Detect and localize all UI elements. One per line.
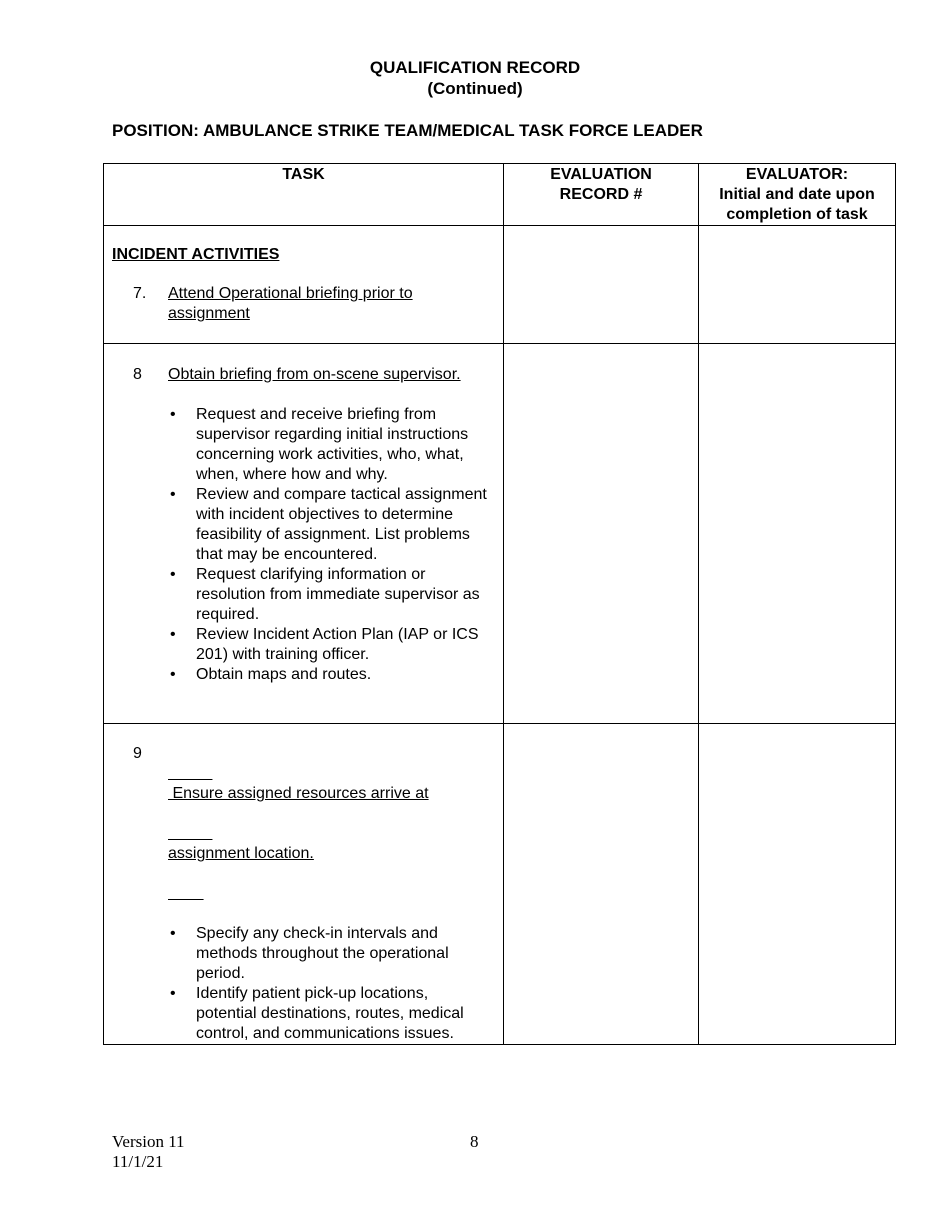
list-item: • Obtain maps and routes. xyxy=(104,665,503,685)
table-row xyxy=(104,226,896,344)
evaluation-record-cell xyxy=(504,344,699,724)
table-row xyxy=(104,724,896,1045)
list-item: • Review Incident Action Plan (IAP or ICS 201) with training officer. xyxy=(104,625,503,665)
task-item-9 xyxy=(133,744,503,904)
evaluator-cell xyxy=(699,724,896,1045)
list-item: • Request clarifying information or resolution from immediate supervisor as required. xyxy=(104,565,503,625)
task-cell xyxy=(104,344,504,724)
column-header-evaluation-record: EVALUATION RECORD # xyxy=(504,164,699,226)
task-text: Attend Operational briefing prior to assignment xyxy=(168,285,413,322)
task-text: Obtain briefing from on-scene supervisor. xyxy=(168,366,461,383)
task-number: 8 xyxy=(133,366,142,383)
document-title xyxy=(0,57,950,99)
column-header-evaluator: EVALUATOR: Initial and date upon completion of task xyxy=(699,164,896,226)
list-item: • Specify any check-in intervals and methods throughout the operational period. xyxy=(104,924,503,984)
evaluation-record-cell xyxy=(504,724,699,1045)
bullet-list xyxy=(104,924,503,1044)
bullet-list xyxy=(104,405,503,685)
evaluator-cell xyxy=(699,344,896,724)
list-item: • Request and receive briefing from supervisor regarding initial instructions concerning work activities, who, what, when, where how and why. xyxy=(104,405,503,485)
footer-version-block xyxy=(112,1132,185,1172)
task-number: 9 xyxy=(133,745,142,762)
qualification-table xyxy=(103,163,896,1045)
page-number: 8 xyxy=(470,1132,479,1151)
list-item: • Review and compare tactical assignment with incident objectives to determine feasibility of assignment. List problems that may be encountered. xyxy=(104,485,503,565)
footer-version: Version 11 xyxy=(112,1132,185,1151)
table-header-row xyxy=(104,164,896,226)
list-item: • Identify patient pick-up locations, potential destinations, routes, medical control, and communications issues. xyxy=(104,984,503,1044)
task-item-7 xyxy=(133,284,503,324)
position-title: POSITION: AMBULANCE STRIKE TEAM/MEDICAL TASK FORCE LEADER xyxy=(112,121,703,140)
column-header-task: TASK xyxy=(104,164,504,226)
table-row xyxy=(104,344,896,724)
task-cell xyxy=(104,724,504,1045)
evaluator-cell xyxy=(699,226,896,344)
task-cell xyxy=(104,226,504,344)
evaluation-record-cell xyxy=(504,226,699,344)
task-number: 7. xyxy=(133,285,147,302)
title-line-1: QUALIFICATION RECORD xyxy=(369,58,581,77)
task-item-8 xyxy=(133,365,503,385)
title-line-2: (Continued) xyxy=(427,79,523,98)
footer-date: 11/1/21 xyxy=(112,1152,164,1171)
section-heading: INCIDENT ACTIVITIES xyxy=(112,246,280,263)
task-text: Ensure assigned resources arrive at assignment location. xyxy=(168,785,429,862)
